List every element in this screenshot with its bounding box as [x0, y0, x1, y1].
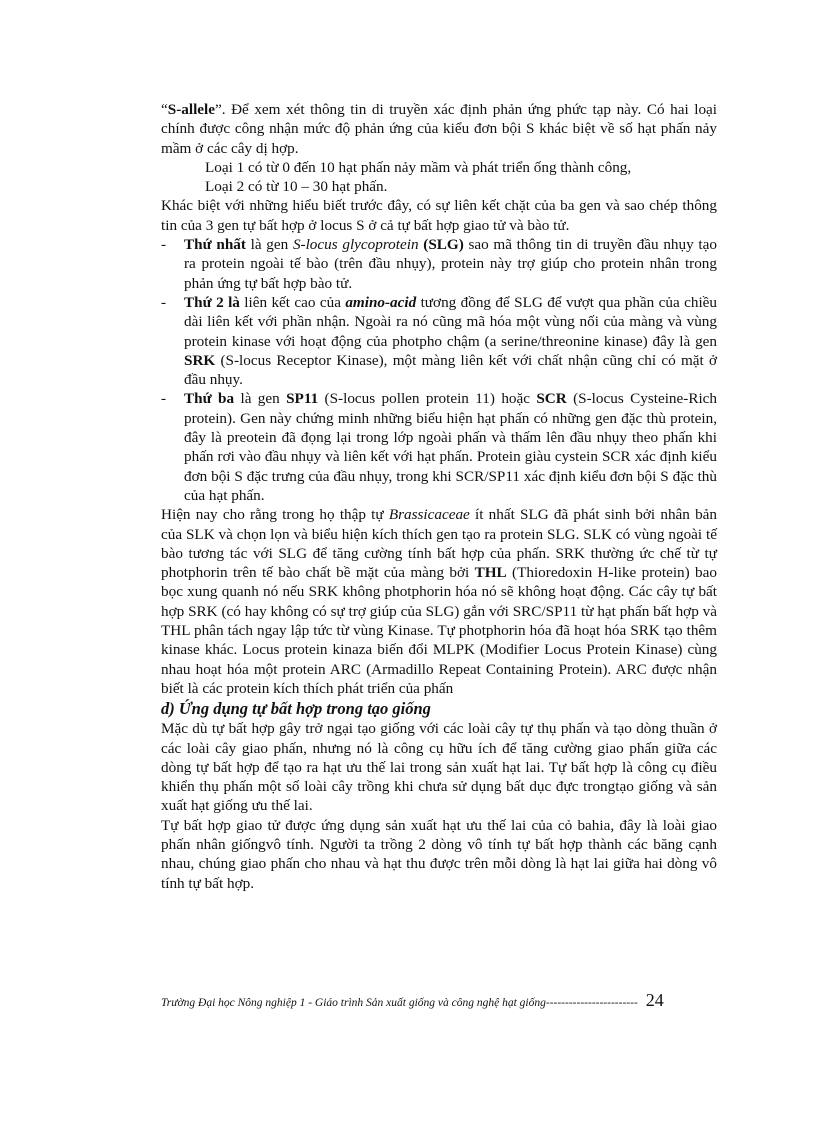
bullet-second — [161, 293, 717, 389]
footer-text: Trường Đại học Nông nghiệp 1 - Giáo trình Sản xuất giống và công nghệ hạt giống------------------------ — [161, 997, 638, 1009]
gene-abbrev: SRK — [184, 351, 216, 369]
section-heading: d) Ứng dụng tự bất hợp trong tạo giống — [161, 699, 431, 719]
gene-abbrev: SCR — [536, 390, 567, 408]
text: tương đồng để SLG để vượt qua phần của chiều dài liên kết với phần nhận. Ngoài ra nó cũng mã hóa một vùng nối của màng và vùng protein kinase với hoạt động của photpho chậm (a serine/threonine kinase) đây là gen — [184, 293, 717, 350]
text: là gen — [245, 236, 293, 254]
paragraph-bahia: Tự bất hợp giao tử được ứng dụng sản xuất hạt ưu thế lai của cỏ bahia, đây là loài giao phấn nhân giốngvô tính. Người ta trồng 2 dòng vô tính tự bất hợp thành các băng cạnh nhau, chúng giao phấn cho nhau và hạt thu được trên mỗi dòng là hạt lai giữa hai dòng vô tính tự bất hợp. — [161, 816, 717, 892]
page-footer — [161, 990, 717, 1011]
paragraph-text: ”. Để xem xét thông tin di truyền xác định phản ứng phức tạp này. Có hai loại chính được công nhận mức độ phản ứng của kiểu đơn bội S khác biệt về số hạt phấn nảy mầm ở các cây dị hợp. — [161, 101, 717, 157]
quote-mark: “ — [161, 101, 168, 118]
gene-abbrev: SLG — [428, 236, 459, 254]
text: (S-locus Receptor Kinase), một màng liên kết với chất nhận cũng chỉ có mặt ở đầu nhụy. — [184, 351, 717, 389]
gene-abbrev: SP11 — [286, 390, 319, 408]
text: ( — [418, 236, 429, 254]
text: ít nhất SLG đã phát sinh bởi nhân bản của SLK và chọn lọn và biểu hiện kích thích gen tạo ra protein SLG. SLK có vùng ngoài tế bào tương tác với SLG để tăng cường tính bất hợp của phấn. SRK thường ức chế từ tự photphorin trên tế bào chất bề mặt của màng bởi — [161, 506, 717, 582]
gene-name: S-locus glycoprotein — [292, 236, 419, 254]
document-body — [161, 100, 717, 893]
bullet-lead: Thứ nhất — [184, 236, 246, 254]
type-1-line: Loại 1 có từ 0 đến 10 hạt phấn nảy mầm và phát triển ống thành công, — [205, 158, 632, 176]
page-number: 24 — [645, 990, 664, 1010]
type-2-line: Loại 2 có từ 10 – 30 hạt phấn. — [205, 178, 388, 196]
text: (Thioredoxin H-like protein) bao bọc xung quanh nó nếu SRK không photphorin hóa nó sẽ không hoạt động. Các cây tự bất hợp SRK (có hay không có sự trợ giúp của SLG) gắn với SRC/SP11 từ hạt phấn bất hợp và THL phân tách ngay lập tức từ vùng Kinase. Tự photphorin hóa đã hoạt hóa SRK tạo thêm kinase khác. Locus protein kinaza biến đổi MLPK (Modifier Locus Protein Kinase) cùng nhau hoạt hóa một protein ARC (Armadillo Repeat Containing Protein). ARC được nhận biết là các protein kích thích phát triển của phấn — [161, 564, 717, 697]
bullet-dash: - — [161, 236, 167, 254]
bullet-dash: - — [161, 390, 167, 408]
bullet-lead: Thứ ba — [184, 390, 235, 408]
paragraph-application: Mặc dù tự bất hợp gây trở ngại tạo giống với các loài cây tự thụ phấn và tạo dòng thuần ở các loài cây giao phấn, nhưng nó là công cụ hữu ích để tăng cường giao phấn giữa các dòng tự bất hợp để tạo ra hạt ưu thế lai trong sản xuất hạt lai. Tự bất hợp là công cụ điều khiển thụ phấn một số loài cây trồng khi chưa sử dụng bất dục đực trongtạo giống và sản xuất hạt giống ưu thế lai. — [161, 720, 717, 815]
paragraph-s-allele — [161, 100, 717, 158]
bullet-lead: Thứ 2 là — [184, 293, 240, 311]
bullet-dash: - — [161, 293, 167, 311]
text: là gen — [234, 390, 287, 408]
text: (S-locus Cysteine-Rich protein). Gen này chứng minh những biểu hiện hạt phấn có những gen đặc thù protein, đây là preotein đã đọng lại trong lớp ngoài phấn và thấm lên đầu nhụy theo phấn khi phấn rơi vào đầu nhụy và liên kết với hạt phấn. Protein giàu cystein SCR xác định kiểu đơn bội S đặc trưng của đầu nhụy, trong khi SCR/SP11 xác định kiểu đơn bội S đặc thù của hạt phấn. — [184, 390, 718, 504]
term-thl: THL — [474, 564, 507, 582]
paragraph-linkage: Khác biệt với những hiểu biết trước đây, có sự liên kết chặt của ba gen và sao chép thông tin của 3 gen tự bất hợp ở locus S ở cả tự bất hợp giao tử và bào tử. — [161, 197, 717, 234]
text: Hiện nay cho rằng trong họ thập tự — [161, 506, 389, 524]
text: ) — [458, 236, 464, 254]
bullet-first — [161, 235, 717, 293]
paragraph-brassicaceae — [161, 505, 717, 698]
term-s-allele: S-allele — [167, 101, 215, 118]
text: liên kết cao của — [239, 293, 346, 311]
term-amino-acid: amino-acid — [345, 293, 417, 311]
family-name: Brassicaceae — [388, 506, 470, 524]
text: (S-locus pollen protein 11) hoặc — [318, 390, 537, 408]
bullet-third — [161, 389, 717, 505]
text: sao mã thông tin di truyền đầu nhụy tạo ra protein ngoài tế bào (trên đầu nhụy), protein này trợ giúp cho protein nhân trong phản ứng tự bất hợp bào tử. — [184, 236, 717, 292]
